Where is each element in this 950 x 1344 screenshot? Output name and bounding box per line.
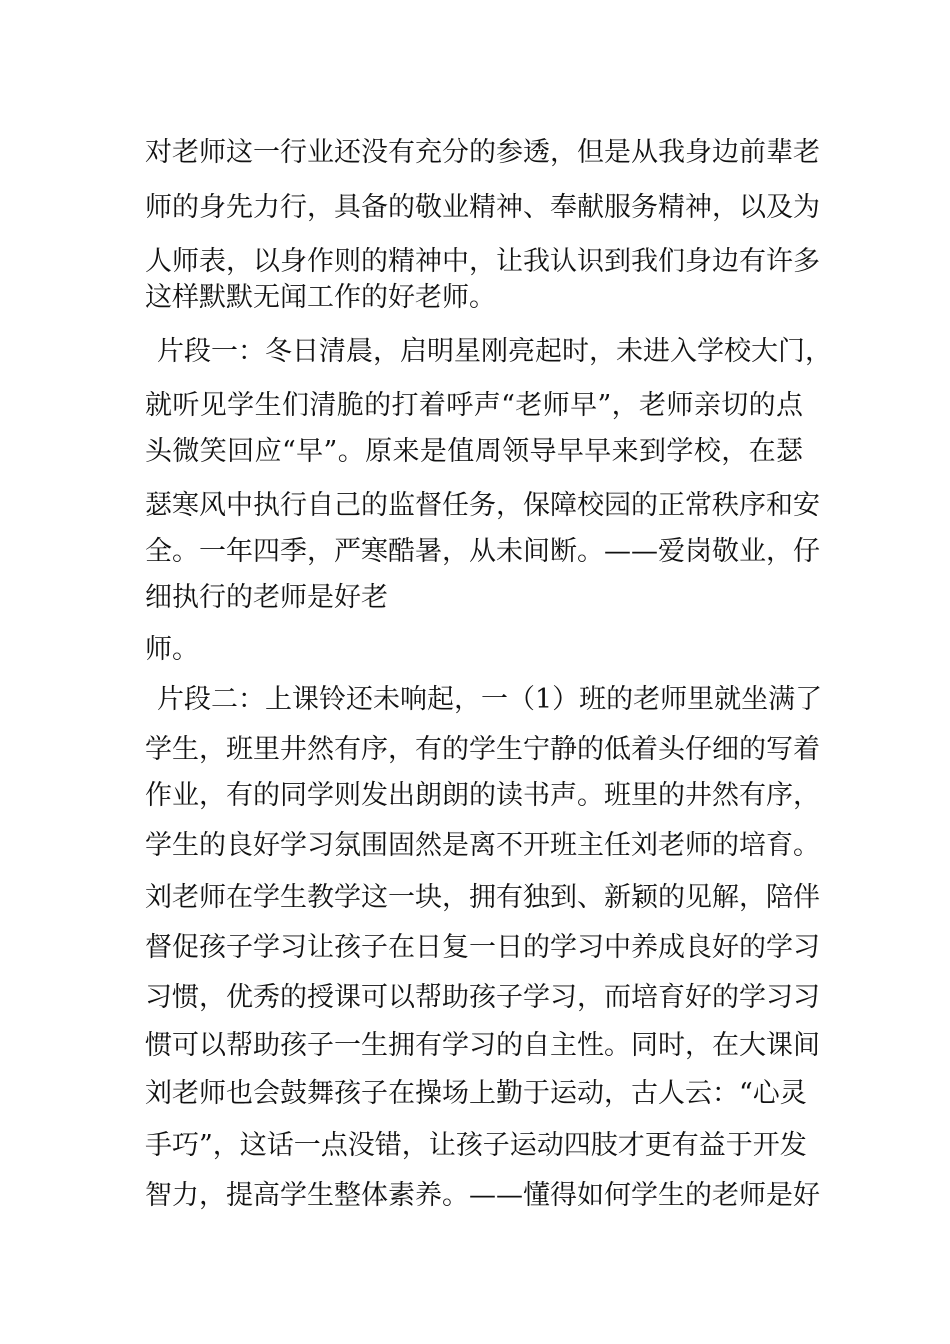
- text-line: 手巧”，这话一点没错，让孩子运动四肢才更有益于开发: [145, 1130, 807, 1161]
- text-line: 瑟寒风中执行自己的监督任务，保障校园的正常秩序和安: [145, 490, 820, 521]
- text-line: 习惯，优秀的授课可以帮助孩子学习，而培育好的学习习: [145, 982, 820, 1013]
- paragraph-heading-line: 片段一：冬日清晨，启明星刚亮起时，未进入学校大门，: [157, 336, 832, 367]
- text-line: 就听见学生们清脆的打着呼声“老师早”，老师亲切的点: [145, 390, 803, 421]
- text-line: 全。一年四季，严寒酷暑，从未间断。——爱岗敬业，仔: [145, 536, 820, 567]
- text-line: 人师表，以身作则的精神中，让我认识到我们身边有许多: [145, 246, 820, 277]
- text-line: 刘老师也会鼓舞孩子在操场上勤于运动，古人云：“心灵: [145, 1078, 807, 1109]
- text-line: 头微笑回应“早”。原来是值周领导早早来到学校，在瑟: [145, 436, 803, 467]
- text-line: 督促孩子学习让孩子在日复一日的学习中养成良好的学习: [145, 932, 820, 963]
- text-line: 师的身先力行，具备的敬业精神、奉献服务精神，以及为: [145, 192, 820, 223]
- text-line: 刘老师在学生教学这一块，拥有独到、新颖的见解，陪伴: [145, 882, 820, 913]
- text-line: 惯可以帮助孩子一生拥有学习的自主性。同时，在大课间: [145, 1030, 820, 1061]
- text-line: 作业，有的同学则发出朗朗的读书声。班里的井然有序，: [145, 780, 820, 811]
- paragraph-heading-line: 片段二：上课铃还未响起，一（1）班的老师里就坐满了: [157, 684, 823, 715]
- text-line: 学生，班里井然有序，有的学生宁静的低着头仔细的写着: [145, 734, 820, 765]
- text-line: 师。: [145, 634, 199, 665]
- text-line: 对老师这一行业还没有充分的参透，但是从我身边前辈老: [145, 137, 820, 168]
- text-line: 这样默默无闻工作的好老师。: [145, 282, 496, 313]
- text-line: 智力，提高学生整体素养。——懂得如何学生的老师是好: [145, 1180, 820, 1211]
- text-line: 学生的良好学习氛围固然是离不开班主任刘老师的培育。: [145, 830, 820, 861]
- text-line: 细执行的老师是好老: [145, 582, 388, 613]
